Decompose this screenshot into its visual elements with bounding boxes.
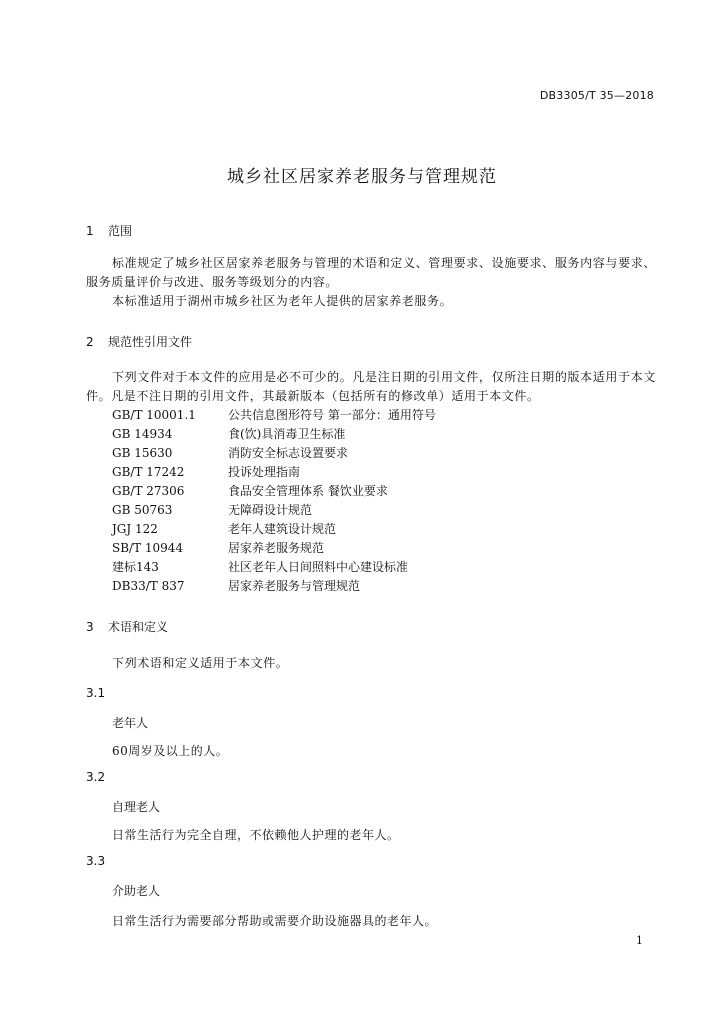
reference-code: GB 15630	[112, 446, 173, 460]
reference-item	[112, 463, 436, 482]
term-number: 3.3	[86, 854, 106, 868]
reference-code: DB33/T 837	[112, 579, 185, 593]
term-number: 3.2	[86, 770, 106, 784]
reference-item	[112, 406, 436, 425]
reference-name: 食品安全管理体系 餐饮业要求	[228, 484, 388, 498]
reference-code: GB/T 17242	[112, 465, 185, 479]
reference-list	[112, 406, 436, 596]
reference-item	[112, 577, 436, 596]
reference-name: 消防安全标志设置要求	[228, 446, 349, 460]
reference-item	[112, 501, 436, 520]
section-title: 范围	[108, 224, 133, 238]
term-name: 老年人	[112, 716, 149, 730]
reference-code: SB/T 10944	[112, 541, 184, 555]
section-heading-refs	[86, 333, 192, 350]
page-number: 1	[636, 934, 643, 947]
term-definition: 日常生活行为需要部分帮助或需要介助设施器具的老年人。	[112, 914, 438, 928]
scope-paragraph-2: 本标准适用于湖州市城乡社区为老年人提供的居家养老服务。	[112, 294, 453, 308]
reference-name: 社区老年人日间照料中心建设标准	[228, 560, 409, 574]
reference-name: 居家养老服务规范	[228, 541, 325, 555]
term-definition: 60周岁及以上的人。	[112, 744, 229, 758]
reference-item	[112, 520, 436, 539]
term-number: 3.1	[86, 686, 106, 700]
reference-code: GB/T 27306	[112, 484, 185, 498]
reference-name: 投诉处理指南	[228, 465, 301, 479]
reference-item	[112, 425, 436, 444]
term-definition: 日常生活行为完全自理，不依赖他人护理的老年人。	[112, 828, 400, 842]
term-name: 自理老人	[112, 800, 161, 814]
reference-item	[112, 482, 436, 501]
reference-item	[112, 444, 436, 463]
section-heading-scope	[86, 222, 132, 239]
reference-name: 老年人建筑设计规范	[228, 522, 337, 536]
section-title: 术语和定义	[108, 620, 169, 634]
term-name: 介助老人	[112, 884, 161, 898]
reference-code: GB 50763	[112, 503, 173, 517]
reference-code: GB 14934	[112, 427, 173, 441]
reference-code: 建标143	[112, 560, 159, 574]
scope-paragraph-1: 标准规定了城乡社区居家养老服务与管理的术语和定义、管理要求、设施要求、服务内容与要求、服务质量评价与改进、服务等级划分的内容。	[86, 256, 656, 289]
terms-intro-paragraph: 下列术语和定义适用于本文件。	[112, 656, 289, 670]
section-heading-terms	[86, 618, 168, 635]
section-number: 3	[86, 620, 94, 634]
document-title: 城乡社区居家养老服务与管理规范	[227, 167, 497, 187]
reference-item	[112, 539, 436, 558]
document-code: DB3305/T 35—2018	[539, 89, 654, 102]
reference-name: 公共信息图形符号 第一部分：通用符号	[228, 408, 436, 422]
reference-code: GB/T 10001.1	[112, 408, 196, 422]
reference-name: 居家养老服务与管理规范	[228, 579, 361, 593]
reference-name: 无障碍设计规范	[228, 503, 313, 517]
reference-code: JGJ 122	[112, 522, 158, 536]
section-title: 规范性引用文件	[108, 335, 193, 349]
reference-name: 食(饮)具消毒卫生标准	[228, 427, 346, 441]
refs-intro-paragraph: 下列文件对于本文件的应用是必不可少的。凡是注日期的引用文件，仅所注日期的版本适用于本文件。凡是不注日期的引用文件，其最新版本（包括所有的修改单）适用于本文件。	[86, 370, 656, 403]
section-number: 2	[86, 335, 94, 349]
section-number: 1	[86, 224, 94, 238]
reference-item	[112, 558, 436, 577]
